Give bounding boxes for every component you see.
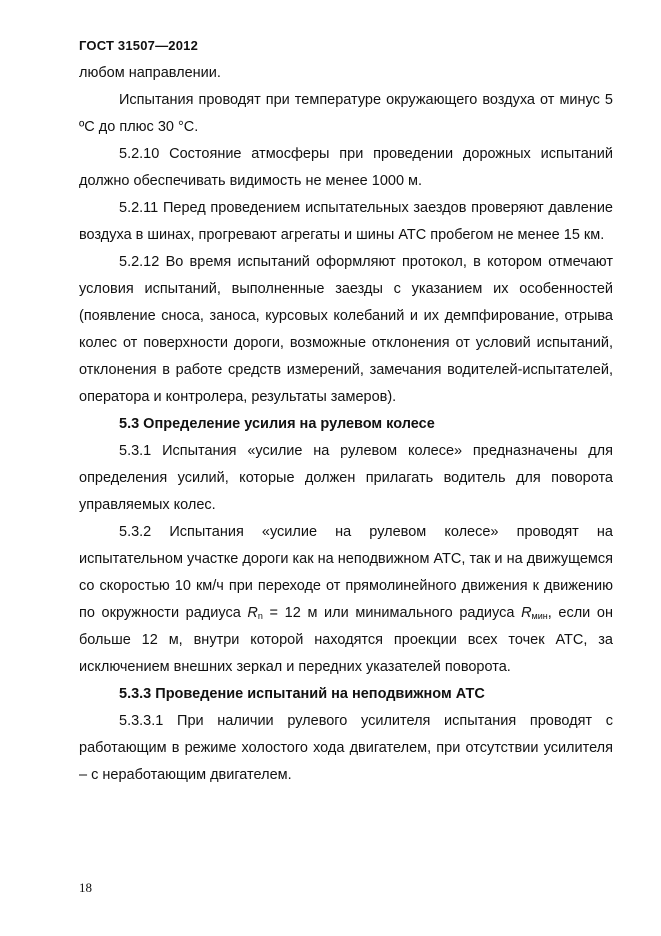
section-heading-5-3-3: 5.3.3 Проведение испытаний на неподвижном АТС <box>119 686 485 702</box>
section-heading-5-3: 5.3 Определение усилия на рулевом колесе <box>119 416 435 432</box>
paragraph-5-2-10: 5.2.10 Состояние атмосферы при проведении дорожных испытаний должно обеспечивать видимость не менее 1000 м. <box>79 146 613 189</box>
paragraph-5-3-2 <box>79 519 613 681</box>
paragraph-5-3-2-part-c: , если он больше 12 м, внутри которой находятся проекции всех точек АТС, за исключением внешних зеркал и передних указателей поворота. <box>79 605 613 675</box>
radius-subscript: n <box>257 611 263 621</box>
radius-symbol: R <box>247 605 258 621</box>
paragraph-continuation: любом направлении. <box>79 65 221 81</box>
document-header: ГОСТ 31507—2012 <box>79 38 198 53</box>
paragraph-5-2-11: 5.2.11 Перед проведением испытательных заездов проверяют давление воздуха в шинах, прогревают агрегаты и шины АТС пробегом не менее 15 км. <box>79 200 613 243</box>
paragraph-temperature: Испытания проводят при температуре окружающего воздуха от минус 5 ºС до плюс 30 °С. <box>79 92 613 135</box>
min-radius-subscript: мин <box>531 611 548 621</box>
paragraph-5-3-2-part-a: 5.3.2 Испытания «усилие на рулевом колесе» проводят на испытательном участке дороги как на неподвижном АТС, так и на движущемся со скоростью 10 км/ч при переходе от прямолинейного движения к движению по окружности радиуса <box>79 524 613 621</box>
paragraph-5-2-12: 5.2.12 Во время испытаний оформляют протокол, в котором отмечают условия испытаний, выполненные заезды с указанием их особенностей (появление сноса, заноса, курсовых колебаний и их демпфирование, отрыва колес от поверхности дороги, возможные отклонения от условий испытаний, отклонения в работе средств измерений, замечания водителей-испытателей, оператора и контролера, результаты замеров). <box>79 254 613 405</box>
paragraph-5-3-1: 5.3.1 Испытания «усилие на рулевом колесе» предназначены для определения усилий, которые должен прилагать водитель для поворота управляемых колес. <box>79 443 613 513</box>
min-radius-symbol: R <box>521 605 532 621</box>
document-body <box>79 60 613 789</box>
paragraph-5-3-2-part-b: = 12 м или минимального радиуса <box>262 605 522 621</box>
paragraph-5-3-3-1: 5.3.3.1 При наличии рулевого усилителя испытания проводят с работающим в режиме холостого хода двигателем, при отсутствии усилителя – с неработающим двигателем. <box>79 713 613 783</box>
page-number: 18 <box>79 880 92 895</box>
